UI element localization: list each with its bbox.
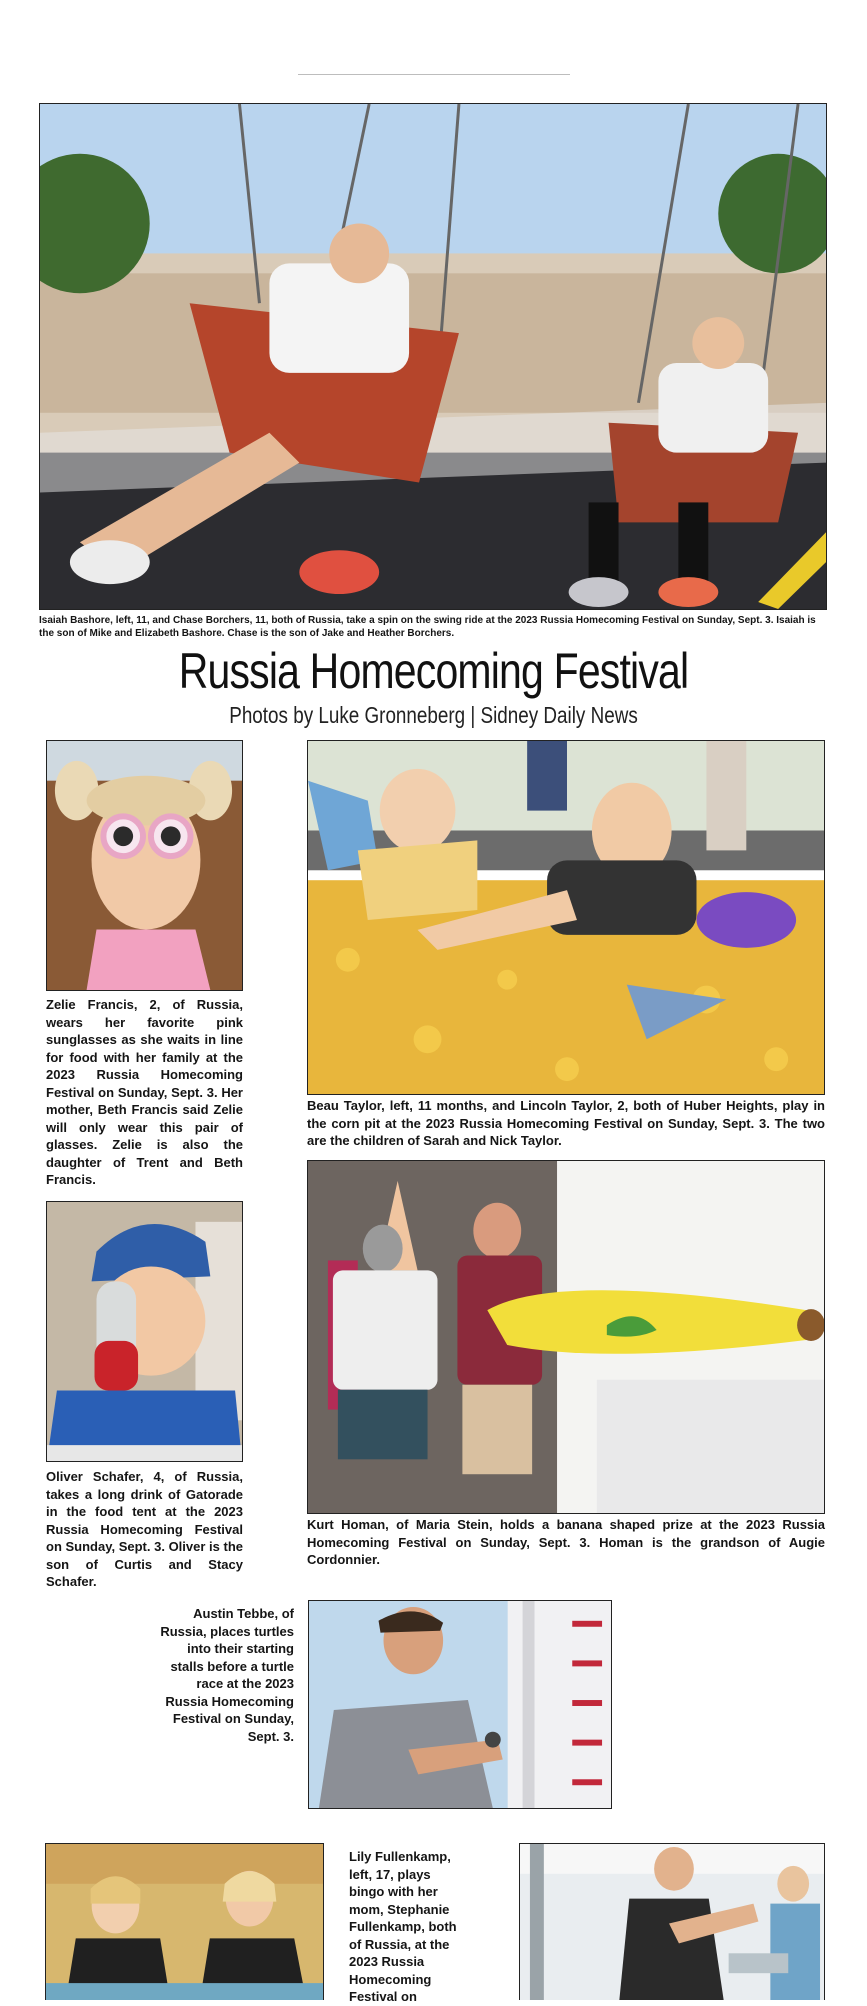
turtle-caption: Austin Tebbe, of Russia, places turtles into their starting stalls before a turtle race at the 2023 Russia Homecoming Festival on Sunday, Sept. 3. — [160, 1606, 294, 1744]
swing-ride-caption: Isaiah Bashore, left, 11, and Chase Borchers, 11, both of Russia, take a spin on the swing ride at the 2023 Russia Homecoming Festival on Sunday, Sept. 3. Isaiah is the son of Mike and Elizabeth Bashore. Chase is the son of Jake and Heather Borchers. — [39, 615, 816, 639]
zelie-sunglasses-photo — [46, 740, 243, 991]
zelie-caption: Zelie Francis, 2, of Russia, wears her favorite pink sunglasses as she waits in line for food with her family at the 2023 Russia Homecoming Festival on Sunday, Sept. 3. Her mother, Beth Francis said Zelie will only wear this pair of glasses. Zelie is also the daughter of Trent and Beth Francis. — [46, 997, 243, 1187]
top-rule — [298, 74, 570, 75]
corn-pit-photo — [307, 740, 825, 1095]
banana-caption: Kurt Homan, of Maria Stein, holds a banana shaped prize at the 2023 Russia Homecoming Festival on Sunday, Sept. 3. Homan is the grandson of Augie Cordonnier. — [307, 1517, 825, 1567]
oliver-drinking-photo — [46, 1201, 243, 1462]
corn-pit-caption: Beau Taylor, left, 11 months, and Lincoln Taylor, 2, both of Huber Heights, play in the corn pit at the 2023 Russia Homecoming Festival on Sunday, Sept. 3. The two are the children of Sarah and Nick Taylor. — [307, 1098, 825, 1148]
page-headline: Russia Homecoming Festival — [178, 643, 689, 699]
bingo-photo — [45, 1843, 324, 2000]
turtle-race-photo — [308, 1600, 612, 1809]
oliver-caption: Oliver Schafer, 4, of Russia, takes a long drink of Gatorade in the food tent at the 2023 Russia Homecoming Festival on Sunday, Sept. 3. Oliver is the son of Curtis and Stacy Schafer. — [46, 1469, 243, 1589]
photo-byline: Photos by Luke Gronneberg | Sidney Daily News — [229, 702, 638, 728]
food-prep-photo — [519, 1843, 825, 2000]
swing-ride-photo — [39, 103, 827, 610]
banana-prize-photo — [307, 1160, 825, 1514]
bingo-caption: Lily Fullenkamp, left, 17, plays bingo with her mom, Stephanie Fullenkamp, both of Russia, at the 2023 Russia Homecoming Festival on — [349, 1849, 457, 2004]
